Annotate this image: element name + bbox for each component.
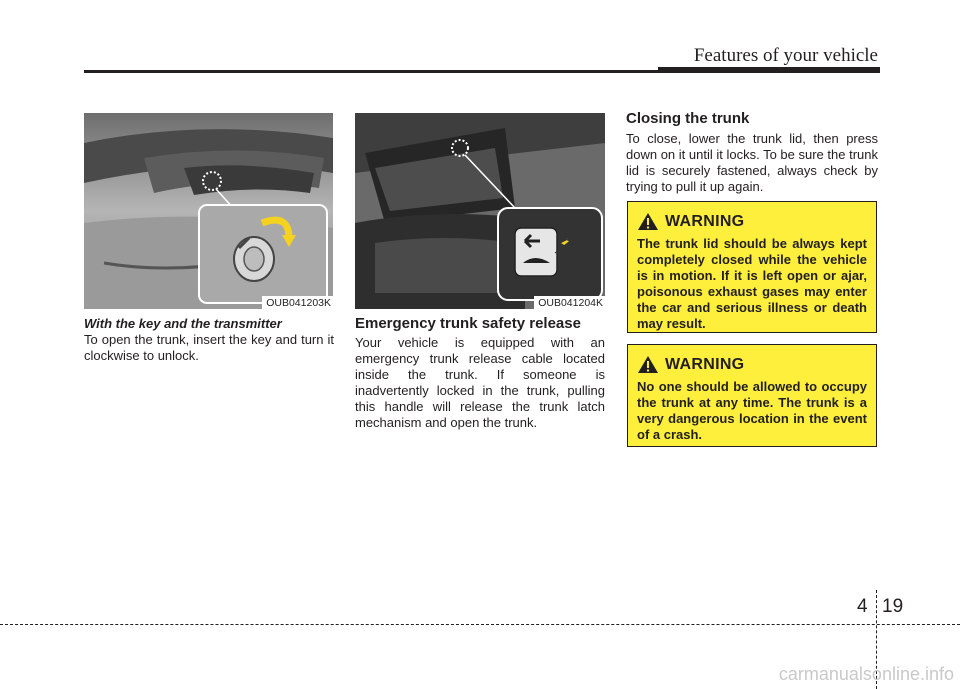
warning-triangle-icon	[637, 355, 659, 374]
closing-trunk-heading: Closing the trunk	[626, 110, 750, 127]
closing-trunk-text: To close, lower the trunk lid, then press down on it until it locks. To be sure the trunk lid is securely fastened, always check by trying to pull it up again.	[626, 131, 878, 194]
chapter-number: 4	[857, 596, 868, 617]
page-number: 19	[882, 596, 904, 617]
watermark: carmanualsonline.info	[778, 664, 954, 684]
warning-triangle-icon	[637, 212, 659, 231]
page-header-title: Features of your vehicle	[693, 45, 878, 66]
figure-code: OUB041203K	[262, 296, 333, 309]
warning-title: WARNING	[665, 212, 745, 230]
warning-box-exhaust	[627, 201, 877, 333]
warning-text: No one should be allowed to occupy the trunk at any time. The trunk is a very dangerous location in the event of a crash.	[637, 379, 867, 442]
key-open-instructions: To open the trunk, insert the key and turn it clockwise to unlock.	[84, 332, 334, 363]
warning-title: WARNING	[665, 355, 745, 373]
trunk-interior-illustration	[355, 113, 605, 309]
warning-box-occupancy	[627, 344, 877, 447]
emergency-release-heading: Emergency trunk safety release	[355, 315, 581, 332]
emergency-release-text: Your vehicle is equipped with an emergency trunk release cable located inside the trunk. If someone is inadvertently locked in the trunk, pulling this handle will release the trunk latch mechanism and open the trunk.	[355, 335, 605, 430]
header-rule-accent	[658, 67, 880, 73]
figure-code: OUB041204K	[534, 296, 605, 309]
key-transmitter-subhead: With the key and the transmitter	[84, 316, 282, 331]
warning-text: The trunk lid should be always kept completely closed while the vehicle is in motion. If it is left open or ajar, poisonous exhaust gases may enter the car and serious illness or death may result.	[637, 236, 867, 331]
trunk-release-illustration	[355, 113, 605, 309]
trunk-key-illustration	[84, 113, 333, 309]
trunk-lock-illustration	[84, 113, 333, 309]
footer-rule	[0, 624, 960, 625]
